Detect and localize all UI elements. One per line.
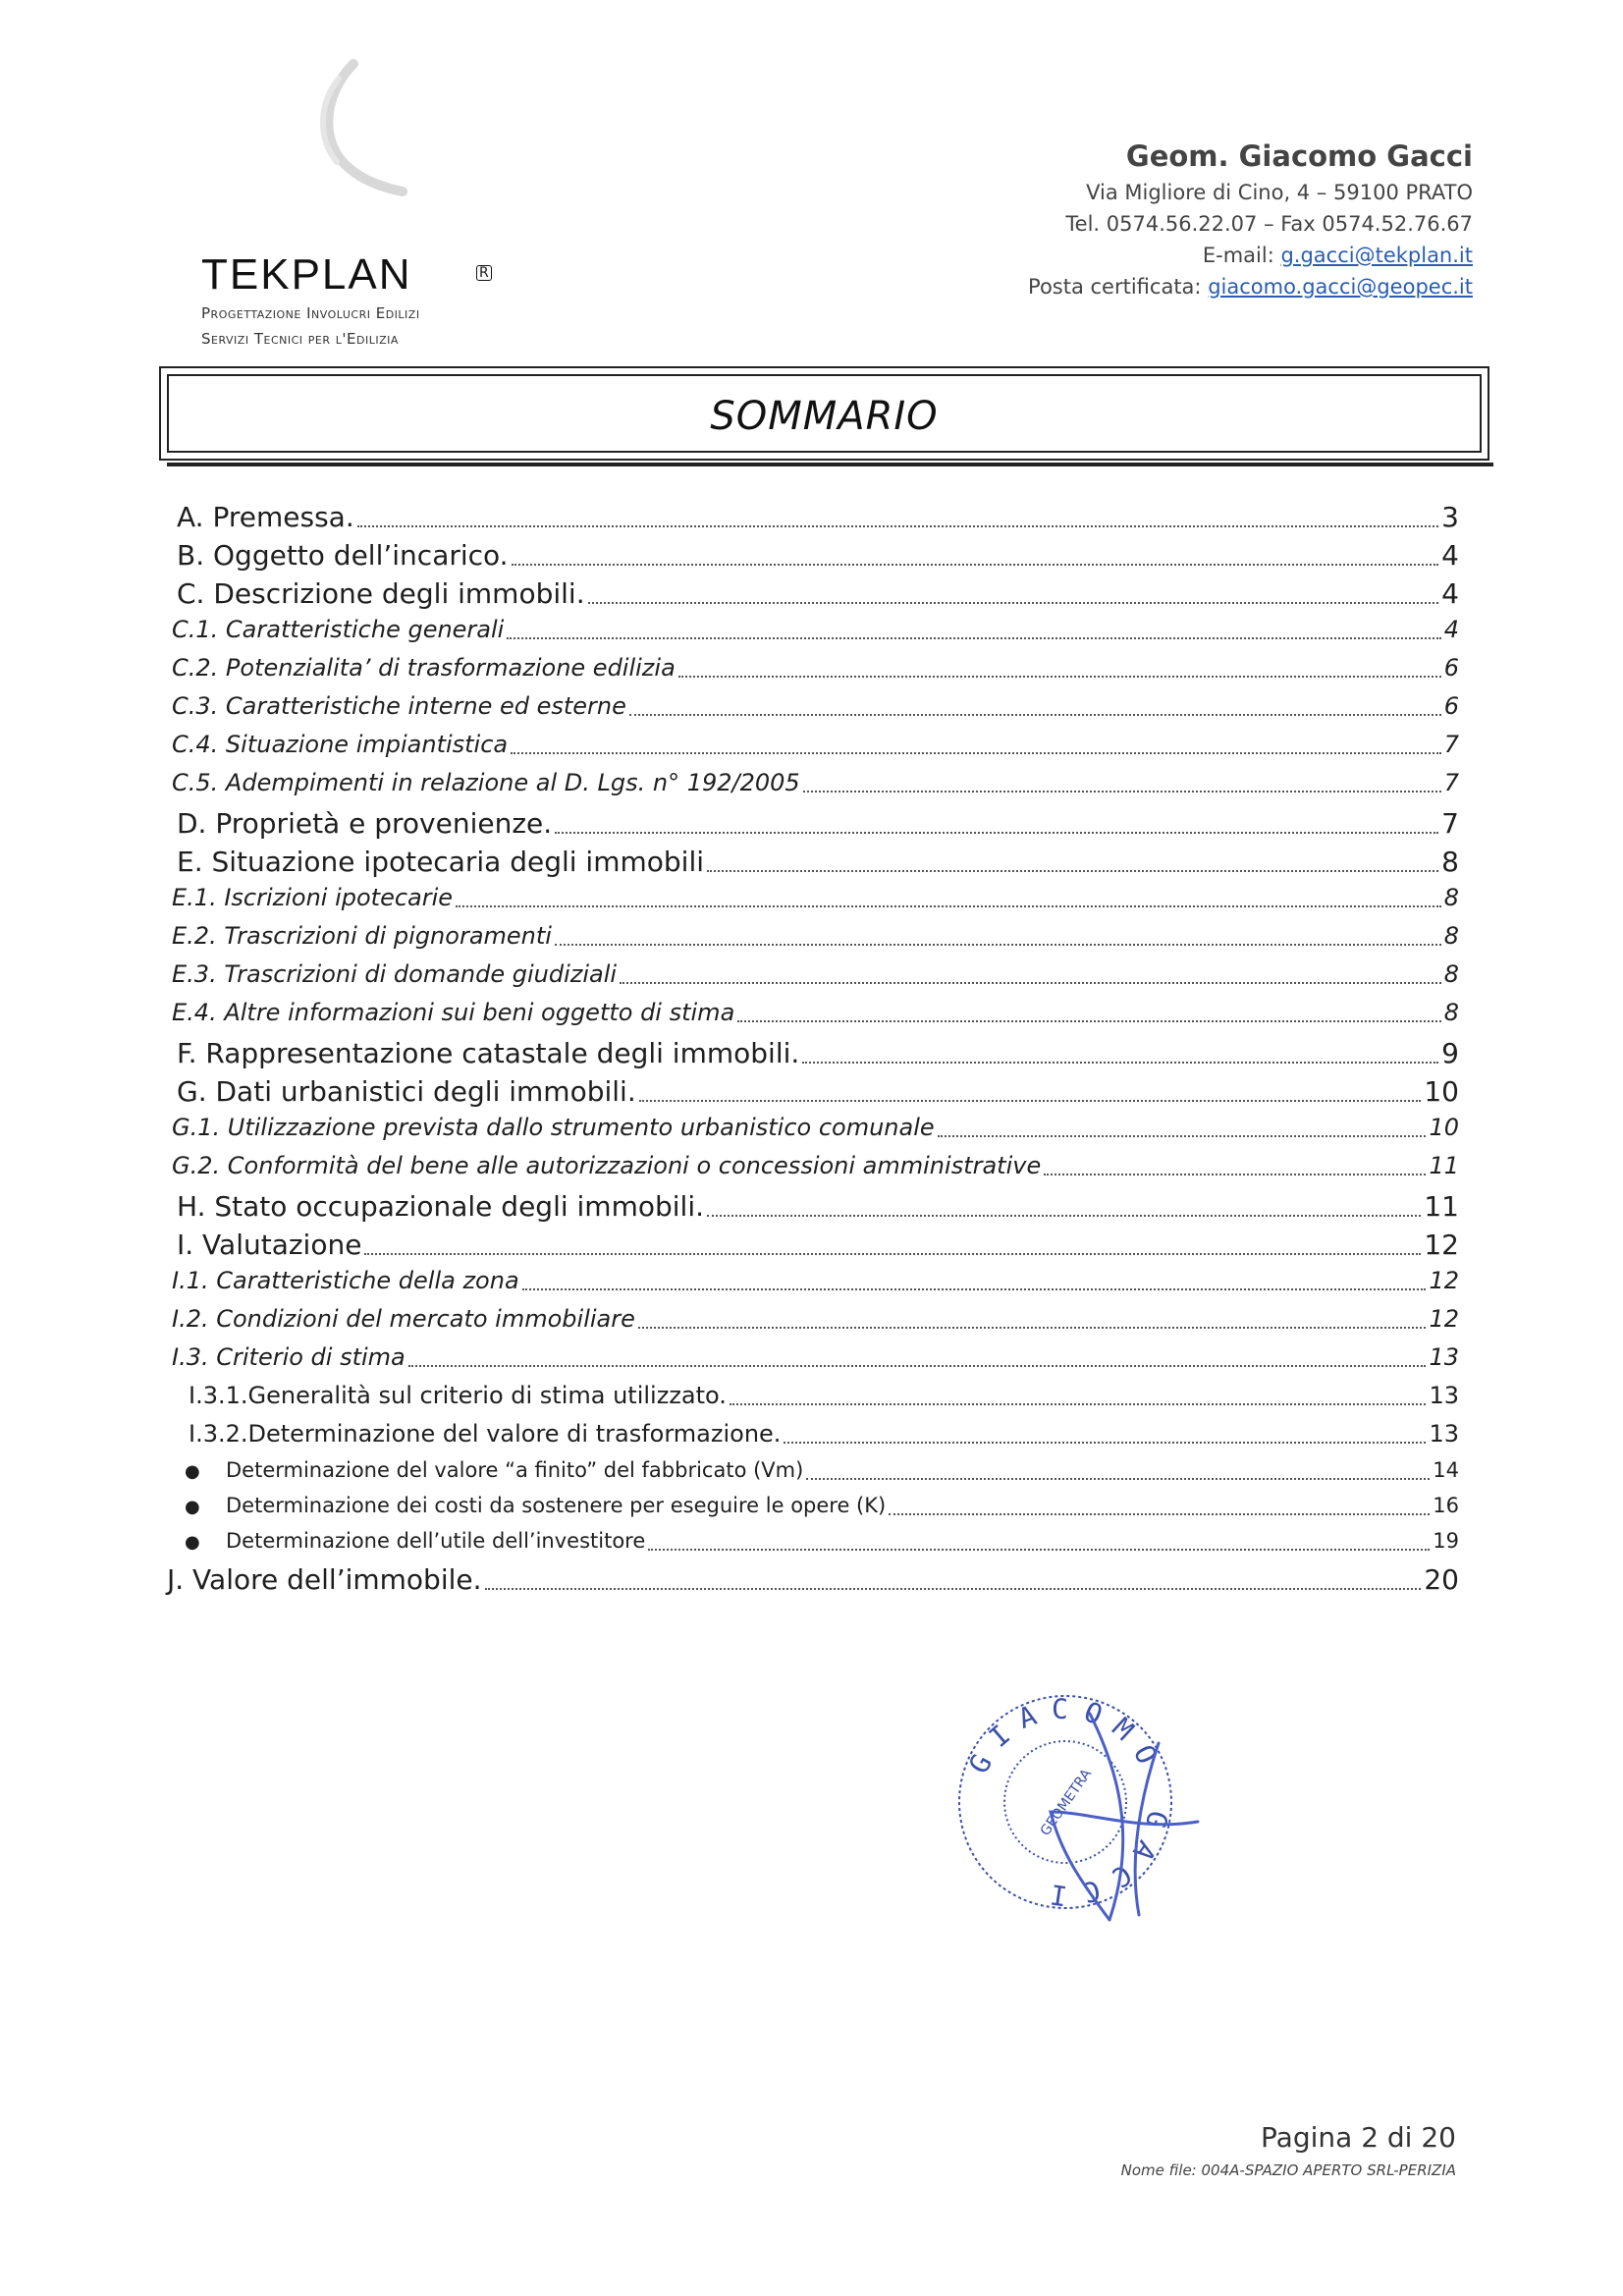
dot-leader	[707, 870, 1438, 872]
official-stamp	[943, 1684, 1217, 1940]
dot-leader	[730, 1403, 1427, 1405]
email-label: E-mail:	[1202, 244, 1281, 267]
dot-leader	[638, 1327, 1427, 1329]
toc-entry[interactable]	[177, 1037, 1459, 1069]
toc-entry-page: 13	[1429, 1343, 1459, 1371]
logo-swirl-icon	[260, 59, 417, 206]
dot-leader	[737, 1020, 1440, 1022]
toc-entry-title: G.1. Utilizzazione prevista dallo strumento urbanistico comunale	[172, 1114, 935, 1141]
dot-leader	[507, 637, 1440, 639]
logo-name: TEKPLAN	[201, 250, 412, 299]
dot-leader	[555, 832, 1438, 834]
toc-entry-page: 8	[1443, 884, 1459, 911]
toc-entry-page: 4	[1441, 577, 1459, 610]
toc-entry-page: 6	[1443, 654, 1459, 682]
toc-entry-page: 13	[1429, 1382, 1459, 1409]
dot-leader	[648, 1549, 1430, 1551]
toc-entry[interactable]	[172, 654, 1459, 682]
dot-leader	[522, 1288, 1427, 1290]
dot-leader	[512, 564, 1439, 566]
toc-entry-title: I.3.2.Determinazione del valore di trasformazione.	[189, 1420, 782, 1448]
toc-entry-title: C.4. Situazione impiantistica	[172, 731, 509, 758]
toc-entry[interactable]	[177, 539, 1459, 572]
page-footer	[1121, 2121, 1456, 2179]
toc-entry-page: 11	[1429, 1152, 1459, 1179]
dot-leader	[938, 1135, 1427, 1137]
toc-entry[interactable]	[189, 1420, 1459, 1448]
toc-entry-page: 8	[1443, 960, 1459, 988]
toc-entry-title: B. Oggetto dell’incarico.	[177, 539, 509, 572]
contact-phone: Tel. 0574.56.22.07 – Fax 0574.52.76.67	[1065, 212, 1473, 236]
company-logo	[201, 59, 525, 348]
svg-text:GIACOMO GACCI: GIACOMO GACCI	[962, 1692, 1175, 1913]
toc-entry[interactable]	[185, 1529, 1459, 1553]
pec-label: Posta certificata:	[1028, 275, 1209, 299]
toc-entry-title: H. Stato occupazionale degli immobili.	[177, 1190, 705, 1223]
toc-entry-title: C.5. Adempimenti in relazione al D. Lgs. n° 192/2005	[172, 769, 800, 796]
toc-entry-title: A. Premessa.	[177, 501, 354, 533]
toc-entry[interactable]	[177, 807, 1459, 840]
dot-leader	[357, 525, 1438, 527]
toc-entry[interactable]	[172, 692, 1459, 720]
toc-entry[interactable]	[167, 1563, 1459, 1596]
toc-entry[interactable]	[172, 1267, 1459, 1294]
contact-name: Geom. Giacomo Gacci	[1125, 139, 1473, 173]
dot-leader	[806, 1478, 1430, 1480]
toc-entry-page: 14	[1433, 1458, 1459, 1482]
toc-entry-title: I. Valutazione	[177, 1229, 362, 1261]
toc-entry-title: G.2. Conformità del bene alle autorizzazioni o concessioni amministrative	[172, 1152, 1042, 1179]
toc-entry-page: 8	[1441, 846, 1459, 878]
toc-entry-page: 7	[1443, 769, 1459, 796]
toc-entry-title: Determinazione del valore “a finito” del fabbricato (Vm)	[226, 1458, 804, 1482]
toc-entry-page: 7	[1443, 731, 1459, 758]
dot-leader	[802, 1062, 1438, 1064]
toc-entry-title: I.1. Caratteristiche della zona	[172, 1267, 519, 1294]
logo-tagline-2: Servizi Tecnici per l'Edilizia	[201, 330, 399, 348]
toc-entry-page: 8	[1443, 999, 1459, 1026]
toc-entry-title: I.3.1.Generalità sul criterio di stima utilizzato.	[189, 1382, 727, 1409]
file-name: 004A-SPAZIO APERTO SRL-PERIZIA	[1201, 2161, 1456, 2179]
toc-entry-page: 9	[1441, 1037, 1459, 1069]
contact-email-row	[1028, 240, 1473, 271]
toc-entry-title: C.3. Caratteristiche interne ed esterne	[172, 692, 626, 720]
toc-entry-page: 12	[1424, 1229, 1459, 1261]
toc-entry-page: 4	[1441, 539, 1459, 572]
toc-entry-title: I.3. Criterio di stima	[172, 1343, 406, 1371]
toc-entry-page: 6	[1443, 692, 1459, 720]
toc-entry-page: 8	[1443, 922, 1459, 950]
toc-entry-title: C.1. Caratteristiche generali	[172, 616, 505, 643]
toc-entry-page: 16	[1433, 1494, 1459, 1517]
dot-leader	[485, 1588, 1422, 1590]
dot-leader	[511, 752, 1441, 754]
toc-entry[interactable]	[172, 884, 1459, 911]
toc-entry-title: Determinazione dell’utile dell’investitore	[226, 1529, 646, 1553]
title-box	[159, 366, 1489, 461]
bullet-icon: ●	[185, 1461, 200, 1482]
toc-entry-title: C.2. Potenzialita’ di trasformazione edilizia	[172, 654, 676, 682]
bullet-icon: ●	[185, 1532, 200, 1553]
dot-leader	[639, 1100, 1422, 1102]
toc-entry[interactable]	[189, 1382, 1459, 1409]
dot-leader	[620, 982, 1441, 984]
toc-entry-page: 10	[1424, 1075, 1459, 1108]
toc-entry-page: 10	[1429, 1114, 1459, 1141]
page-title: SOMMARIO	[710, 394, 939, 439]
toc-entry[interactable]	[172, 731, 1459, 758]
toc-entry-title: G. Dati urbanistici degli immobili.	[177, 1075, 636, 1108]
dot-leader	[678, 676, 1441, 678]
toc-entry[interactable]	[177, 577, 1459, 610]
toc-entry[interactable]	[177, 1075, 1459, 1108]
email-link[interactable]: g.gacci@tekplan.it	[1280, 244, 1473, 267]
dot-leader	[889, 1513, 1430, 1515]
toc-entry-page: 13	[1429, 1420, 1459, 1448]
toc-entry[interactable]	[177, 1229, 1459, 1261]
toc-entry-page: 20	[1424, 1563, 1459, 1596]
toc-entry[interactable]	[177, 1190, 1459, 1223]
toc-entry[interactable]	[172, 1114, 1459, 1141]
contact-pec-row	[1028, 271, 1473, 302]
toc-entry[interactable]	[172, 616, 1459, 643]
dot-leader	[629, 714, 1441, 716]
toc-entry[interactable]	[172, 960, 1459, 988]
dot-leader	[555, 944, 1441, 946]
dot-leader	[456, 905, 1441, 907]
toc-entry-page: 19	[1433, 1529, 1459, 1553]
toc-entry[interactable]	[185, 1494, 1459, 1517]
pec-link[interactable]: giacomo.gacci@geopec.it	[1208, 275, 1473, 299]
toc-entry[interactable]	[172, 769, 1459, 796]
registered-mark: R	[476, 265, 492, 281]
dot-leader	[784, 1442, 1426, 1444]
toc-entry-page: 3	[1441, 501, 1459, 533]
toc-entry-title: E.2. Trascrizioni di pignoramenti	[172, 922, 552, 950]
toc-entry-title: J. Valore dell’immobile.	[167, 1563, 482, 1596]
toc-entry[interactable]	[185, 1458, 1459, 1482]
toc-entry[interactable]	[172, 922, 1459, 950]
toc-entry-title: E.4. Altre informazioni sui beni oggetto di stima	[172, 999, 735, 1026]
toc-entry[interactable]	[172, 999, 1459, 1026]
toc-entry[interactable]	[177, 501, 1459, 533]
dot-leader	[364, 1253, 1421, 1255]
toc-entry[interactable]	[172, 1343, 1459, 1371]
bullet-icon: ●	[185, 1497, 200, 1517]
dot-leader	[803, 791, 1441, 793]
toc-entry-title: D. Proprietà e provenienze.	[177, 807, 553, 840]
toc-entry[interactable]	[172, 1305, 1459, 1333]
dot-leader	[588, 602, 1439, 604]
toc-entry-page: 7	[1441, 807, 1459, 840]
toc-entry-page: 12	[1429, 1305, 1459, 1333]
toc-entry[interactable]	[172, 1152, 1459, 1179]
svg-text:GEOMETRA: GEOMETRA	[1037, 1766, 1096, 1839]
toc-entry-title: E. Situazione ipotecaria degli immobili	[177, 846, 705, 878]
toc-entry-page: 11	[1424, 1190, 1459, 1223]
toc-entry-title: Determinazione dei costi da sostenere per eseguire le opere (K)	[226, 1494, 887, 1517]
file-label: Nome file:	[1120, 2161, 1202, 2179]
dot-leader	[1044, 1174, 1426, 1175]
toc-entry-page: 4	[1443, 616, 1459, 643]
toc-entry-title: F. Rappresentazione catastale degli immobili.	[177, 1037, 800, 1069]
toc-entry-title: E.3. Trascrizioni di domande giudiziali	[172, 960, 618, 988]
toc-entry-page: 12	[1429, 1267, 1459, 1294]
contact-address: Via Migliore di Cino, 4 – 59100 PRATO	[1086, 181, 1473, 204]
toc-entry-title: C. Descrizione degli immobili.	[177, 577, 585, 610]
dot-leader	[707, 1215, 1421, 1217]
contact-block	[1028, 139, 1473, 302]
file-name-line	[1121, 2161, 1456, 2179]
logo-tagline-1: Progettazione Involucri Edilizi	[201, 304, 420, 322]
page-number: Pagina 2 di 20	[1261, 2121, 1456, 2154]
toc-entry-title: I.2. Condizioni del mercato immobiliare	[172, 1305, 635, 1333]
dot-leader	[408, 1365, 1427, 1367]
toc-entry[interactable]	[177, 846, 1459, 878]
toc-entry-title: E.1. Iscrizioni ipotecarie	[172, 884, 454, 911]
